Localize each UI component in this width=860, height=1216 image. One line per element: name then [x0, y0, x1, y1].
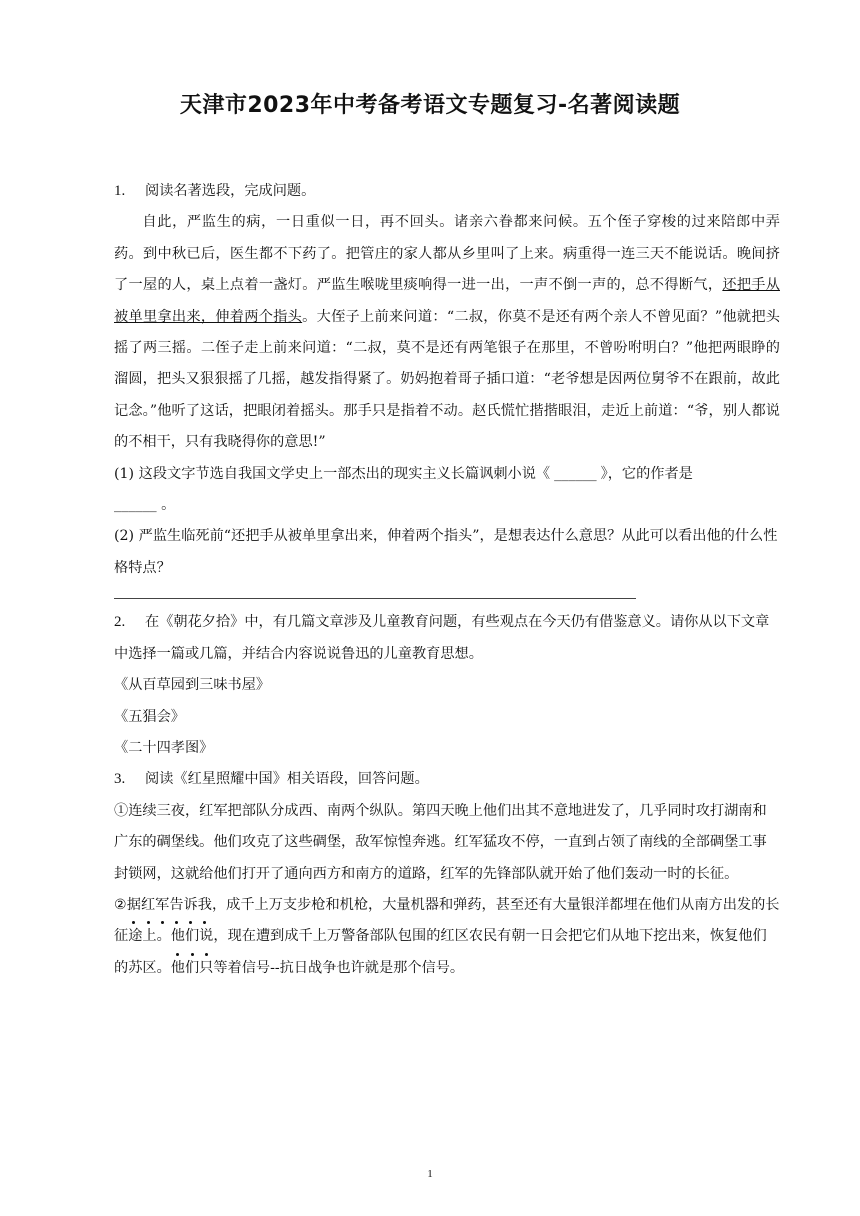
passage-text: ，成千上万支步枪和机枪，大量机器和弹药，甚至还有大量银洋都埋在他们从南方出发的长征途上。 — [114, 896, 780, 945]
emphasis-char: 红 — [141, 890, 155, 921]
document-body — [114, 176, 780, 984]
sub-question-2 — [114, 521, 780, 584]
emphasis-char: 我 — [198, 890, 212, 921]
option-item: 《五猖会》 — [114, 708, 185, 725]
question-prompt: 在《朝花夕拾》中，有几篇文章涉及儿童教育问题，有些观点在今天仍有借鉴意义。请你从以下文章中选择一篇或几篇，并结合内容说说鲁迅的儿童教育思想。 — [114, 614, 770, 662]
passage-text: 。大侄子上前来问道：“二叔，你莫不是还有两个亲人不曾见面？”他就把头摇了两三摇。二侄子走上前来问道：“二叔，莫不是还有两笔银子在那里，不曾吩咐明白？”他把两眼睁的溜圆，把头又狠狠摇了几摇，越发指得紧了。奶妈抱着哥子插口道：“老爷想是因两位舅爷不在跟前，故此记念。”他听了这话，把眼闭着摇头。那手只是指着不动。赵氏慌忙揩揩眼泪，走近上前道：“爷，别人都说的不相干，只有我晓得你的意思!” — [114, 308, 780, 451]
paragraph-marker: ② — [114, 896, 127, 913]
question-number: 1. — [114, 183, 126, 199]
passage-text: 自此，严监生的病，一日重似一日，再不回头。诸亲六眷都来问候。五个侄子穿梭的过来陪郎中弄药。到中秋已后，医生都不下药了。把管庄的家人都从乡里叫了上来。病重得一连三天不能说话。晚间挤了一屋的人，桌上点着一盏灯。严监生喉咙里痰响得一进一出，一声不倒一声的，总不得断气， — [114, 214, 780, 294]
passage-paragraph-2 — [114, 890, 780, 984]
sub-question-text: 。 — [161, 497, 176, 514]
question-3 — [114, 764, 780, 795]
emphasis-char: 说 — [199, 921, 213, 952]
sub-question-text: 严监生临死前“还把手从被单里拿出来，伸着两个指头”，是想表达什么意思？从此可以看出他的什么性格特点？ — [114, 528, 778, 576]
fill-blank[interactable]: ______ — [114, 497, 157, 514]
question-number: 3. — [114, 771, 126, 788]
emphasis-char: 他 — [171, 921, 185, 952]
dotted-phrase — [171, 928, 214, 944]
sub-question-number: (1) — [114, 465, 135, 482]
fill-blank[interactable]: ______ — [554, 465, 597, 482]
emphasis-char: 诉 — [184, 890, 198, 921]
passage-paragraph-1: ①连续三夜，红军把部队分成西、南两个纵队。第四天晚上他们出其不意地进发了，几乎同时攻打湖南和广东的碉堡线。他们攻克了这些碉堡，敌军惊惶奔逃。红军猛攻不停，一直到占领了南线的全部碉堡工事封锁网，这就给他们打开了通向西方和南方的道路，红军的先锋部队就开始了他们轰动一时的长征。 — [114, 802, 767, 882]
option-item: 《二十四孝图》 — [114, 739, 214, 756]
page-title: 天津市2023年中考备考语文专题复习-名著阅读题 — [179, 93, 681, 118]
emphasis-char: 告 — [169, 890, 183, 921]
dotted-phrase — [127, 897, 212, 913]
sub-question-text: 这段文字节选自我国文学史上一部杰出的现实主义长篇讽刺小说《 — [138, 465, 551, 482]
question-number: 2. — [114, 614, 126, 631]
question-2 — [114, 607, 780, 670]
question-prompt: 阅读《红星照耀中国》相关语段，回答问题。 — [145, 771, 429, 788]
question-1 — [114, 176, 780, 207]
question-prompt: 阅读名著选段，完成问题。 — [145, 183, 316, 199]
emphasis-char: 们 — [185, 921, 199, 952]
sub-question-number: (2) — [114, 528, 135, 545]
option-item: 《从百草园到三味书屋》 — [114, 677, 271, 694]
excerpt-passage — [114, 207, 780, 458]
sub-question-1 — [114, 459, 780, 522]
page-number: 1 — [427, 1168, 433, 1180]
passage-text: ，现在遭到成千上万警备部队包围的红区农民有朝一日会把它们从地下挖出来，恢复他们的苏区。他们只等着信号--抗日战争也许就是那个信号。 — [114, 928, 767, 976]
answer-line[interactable] — [114, 584, 636, 599]
emphasis-char: 据 — [127, 890, 141, 921]
emphasis-char: 军 — [155, 890, 169, 921]
underlined-quote: 还把手从被单里拿出来，伸着两个指头 — [114, 277, 780, 325]
sub-question-text: 》，它的作者是 — [600, 465, 693, 482]
